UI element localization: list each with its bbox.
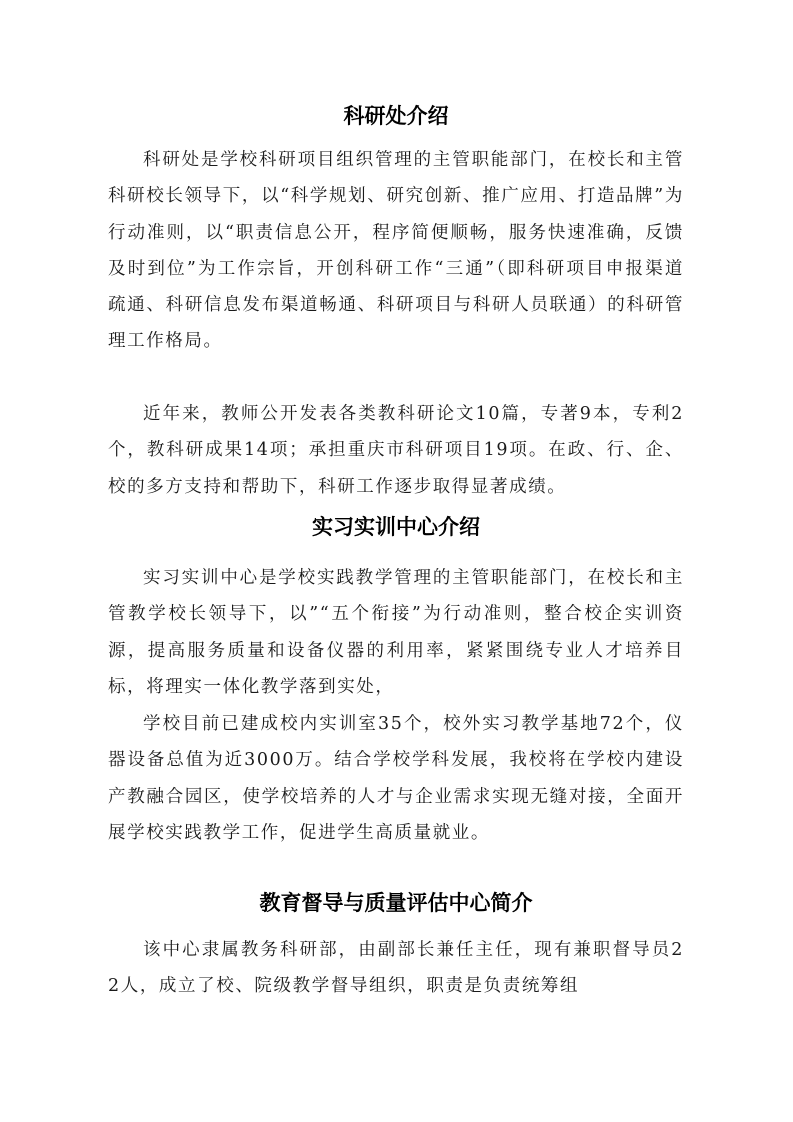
training-center-paragraph-2: 学校目前已建成校内实训室35个，校外实习教学基地72个，仪器设备总值为近3000万。结合学校学科发展，我校将在学校内建设产教融合园区，使学校培养的人才与企业需求实现无缝对接，全面开展学校实践教学工作，促进学生高质量就业。: [108, 714, 684, 843]
section-title-training-center: 实习实训中心介绍: [312, 514, 480, 539]
section-title-supervision-center: 教育督导与质量评估中心简介: [259, 890, 533, 915]
section-title-research-office: 科研处介绍: [343, 103, 449, 128]
training-center-paragraph-1: 实习实训中心是学校实践教学管理的主管职能部门，在校长和主管教学校长领导下，以”“五个衔接”为行动准则，整合校企实训资源，提高服务质量和设备仪器的利用率，紧紧围绕专业人才培养目标，将理实一体化教学落到实处，: [108, 568, 684, 697]
supervision-center-paragraph-1: 该中心隶属教务科研部，由副部长兼任主任，现有兼职督导员22人，成立了校、院级教学督导组织，职责是负责统筹组: [108, 940, 684, 997]
research-office-paragraph-2: 近年来，教师公开发表各类教科研论文10篇，专著9本，专利2个，教科研成果14项；承担重庆市科研项目19项。在政、行、企、校的多方支持和帮助下，科研工作逐步取得显著成绩。: [108, 404, 684, 497]
research-office-paragraph-1: 科研处是学校科研项目组织管理的主管职能部门，在校长和主管科研校长领导下，以“科学规划、研究创新、推广应用、打造品牌”为行动准则，以“职责信息公开，程序简便顺畅，服务快速准确，反馈及时到位”为工作宗旨，开创科研工作“三通”（即科研项目申报渠道疏通、科研信息发布渠道畅通、科研项目与科研人员联通）的科研管理工作格局。: [108, 150, 684, 352]
